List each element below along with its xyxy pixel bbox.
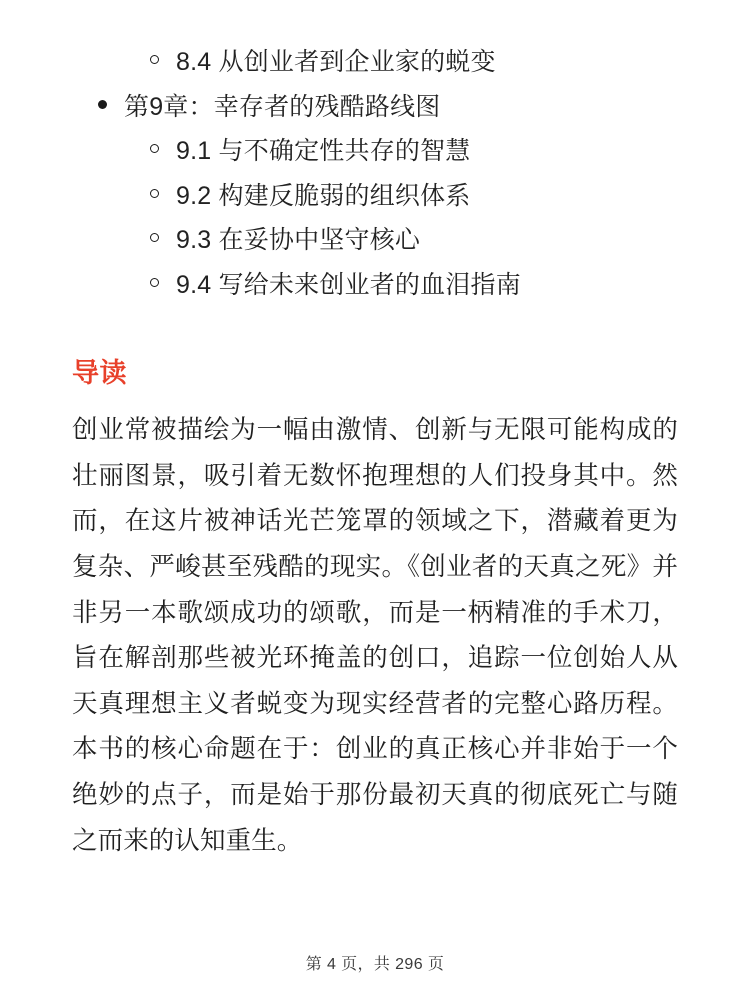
toc-entry-label: 9.2 构建反脆弱的组织体系 xyxy=(176,181,471,210)
bullet-hollow-icon xyxy=(150,278,159,287)
page-footer: 第 4 页，共 296 页 xyxy=(305,956,445,973)
list-item[interactable] xyxy=(72,218,678,263)
list-item[interactable] xyxy=(72,263,678,308)
bullet-hollow-icon xyxy=(150,55,159,64)
toc-entry-label: 9.4 写给未来创业者的血泪指南 xyxy=(176,270,521,299)
list-item[interactable] xyxy=(72,129,678,174)
bullet-hollow-icon xyxy=(150,189,159,198)
bullet-hollow-icon xyxy=(150,144,159,153)
toc-entry-label: 8.4 从创业者到企业家的蜕变 xyxy=(176,48,496,76)
toc-entry-label: 9.1 与不确定性共存的智慧 xyxy=(176,137,471,165)
toc-entry-label: 9.3 在妥协中坚守核心 xyxy=(176,226,421,254)
list-item[interactable] xyxy=(72,85,678,130)
bullet-hollow-icon xyxy=(150,233,159,242)
table-of-contents xyxy=(72,40,678,307)
list-item[interactable] xyxy=(72,40,678,85)
list-item[interactable] xyxy=(72,174,678,219)
bullet-filled-icon xyxy=(98,100,107,109)
section-paragraph: 创业常被描绘为一幅由激情、创新与无限可能构成的壮丽图景，吸引着无数怀抱理想的人们投身其中。然而，在这片被神话光芒笼罩的领域之下，潜藏着更为复杂、严峻甚至残酷的现实。《创业者的天真之死》并非另一本歌颂成功的颂歌，而是一柄精准的手术刀，旨在解剖那些被光环掩盖的创口，追踪一位创始人从天真理想主义者蜕变为现实经营者的完整心路历程。本书的核心命题在于：创业的真正核心并非始于一个绝妙的点子，而是始于那份最初天真的彻底死亡与随之而来的认知重生。 xyxy=(72,416,678,855)
toc-entry-label: 第9章：幸存者的残酷路线图 xyxy=(124,92,441,121)
section-heading: 导读 xyxy=(72,358,127,388)
